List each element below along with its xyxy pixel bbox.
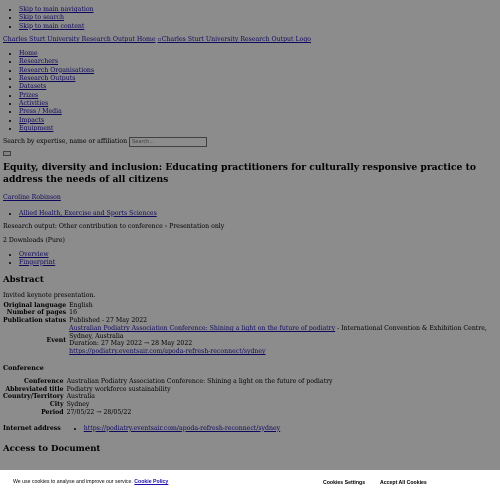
nav-item-prizes[interactable]: Prizes: [19, 91, 39, 99]
conference-label: City: [49, 401, 64, 409]
tab-overview[interactable]: Overview: [19, 250, 49, 258]
accept-cookies-button[interactable]: Accept All Cookies: [380, 480, 427, 486]
conference-value: Podiatry workforce sustainability: [66, 385, 171, 393]
detail-value: English: [69, 301, 93, 309]
nav-item-research-organisations[interactable]: Research Organisations: [19, 66, 95, 74]
conference-value: 27/05/22 → 28/05/22: [66, 408, 132, 416]
page-title: Equity, diversity and inclusion: Educating practitioners for culturally responsive practice to address the needs of all citizens: [3, 161, 476, 185]
conference-value: Sydney: [66, 401, 90, 409]
detail-value: 16: [69, 309, 78, 317]
nav-item-datasets[interactable]: Datasets: [19, 83, 47, 91]
event-venue: - International Convention & Exhibition Centre, Sydney, Australia: [69, 324, 487, 340]
nav-item-press-media[interactable]: Press / Media: [19, 108, 62, 116]
internet-address-link[interactable]: https://podiatry.eventsair.com/apoda-refresh-reconnect/sydney: [83, 424, 281, 432]
cookie-text: We use cookies to analyse and improve our service.: [13, 479, 135, 485]
event-duration: Duration: 27 May 2022 → 28 May 2022: [69, 340, 193, 348]
conference-heading: Conference: [3, 363, 44, 372]
conference-label: Conference: [24, 377, 64, 385]
nav-item-impacts[interactable]: Impacts: [19, 116, 45, 124]
nav-item-activities[interactable]: Activities: [19, 100, 49, 108]
nav-item-researchers[interactable]: Researchers: [19, 58, 59, 66]
abstract-heading: Abstract: [3, 275, 44, 286]
conference-value: Australian Podiatry Association Conference: Shining a light on the future of podiatry: [66, 377, 333, 385]
skip-to-search-link[interactable]: Skip to search: [19, 14, 65, 22]
conference-value: Australia: [66, 393, 95, 401]
nav-item-equipment[interactable]: Equipment: [19, 125, 54, 133]
skip-to-content-link[interactable]: Skip to main content: [19, 22, 85, 30]
detail-label: Event: [46, 336, 67, 344]
detail-label: Original language: [3, 301, 67, 309]
event-url-link[interactable]: https://podiatry.eventsair.com/apoda-refresh-reconnect/sydney: [69, 348, 266, 356]
nav-item-home[interactable]: Home: [19, 50, 38, 57]
home-link[interactable]: Charles Sturt University Research Output Home: [3, 36, 156, 44]
conference-label: Abbreviated title: [5, 385, 64, 393]
tab-fingerprint[interactable]: Fingerprint: [19, 258, 56, 266]
access-heading: Access to Document: [3, 444, 101, 455]
cookie-message: [13, 479, 168, 486]
cookie-banner: [0, 470, 500, 500]
event-link[interactable]: Australian Podiatry Association Conference: Shining a light on the future of podiatry: [69, 324, 336, 332]
internet-address-label: Internet address: [3, 424, 61, 432]
cookie-settings-button[interactable]: Cookies Settings: [323, 480, 366, 486]
author-link[interactable]: Caroline Robinson: [3, 193, 61, 201]
abstract-text: Invited keynote presentation.: [3, 291, 96, 299]
detail-value: Published - 27 May 2022: [69, 317, 148, 325]
conference-label: Period: [41, 408, 64, 416]
cookie-policy-link[interactable]: Cookie Policy: [134, 479, 169, 485]
detail-label: Publication status: [3, 317, 67, 325]
downloads-count: 2 Downloads (Pure): [3, 237, 65, 244]
conference-label: Country/Territory: [3, 393, 64, 401]
skip-to-navigation-link[interactable]: Skip to main navigation: [19, 6, 94, 13]
broken-image-icon: ▫: [157, 36, 162, 44]
nav-item-research-outputs[interactable]: Research Outputs: [19, 75, 76, 83]
organisation-link[interactable]: Allied Health, Exercise and Sports Sciences: [19, 209, 157, 217]
detail-label: Number of pages: [6, 309, 67, 317]
search-label: Search by expertise, name or affiliation: [3, 137, 128, 145]
logo-alt-text: Charles Sturt University Research Output Logo: [161, 36, 312, 44]
output-type: Research output: Other contribution to conference › Presentation only: [3, 223, 225, 231]
